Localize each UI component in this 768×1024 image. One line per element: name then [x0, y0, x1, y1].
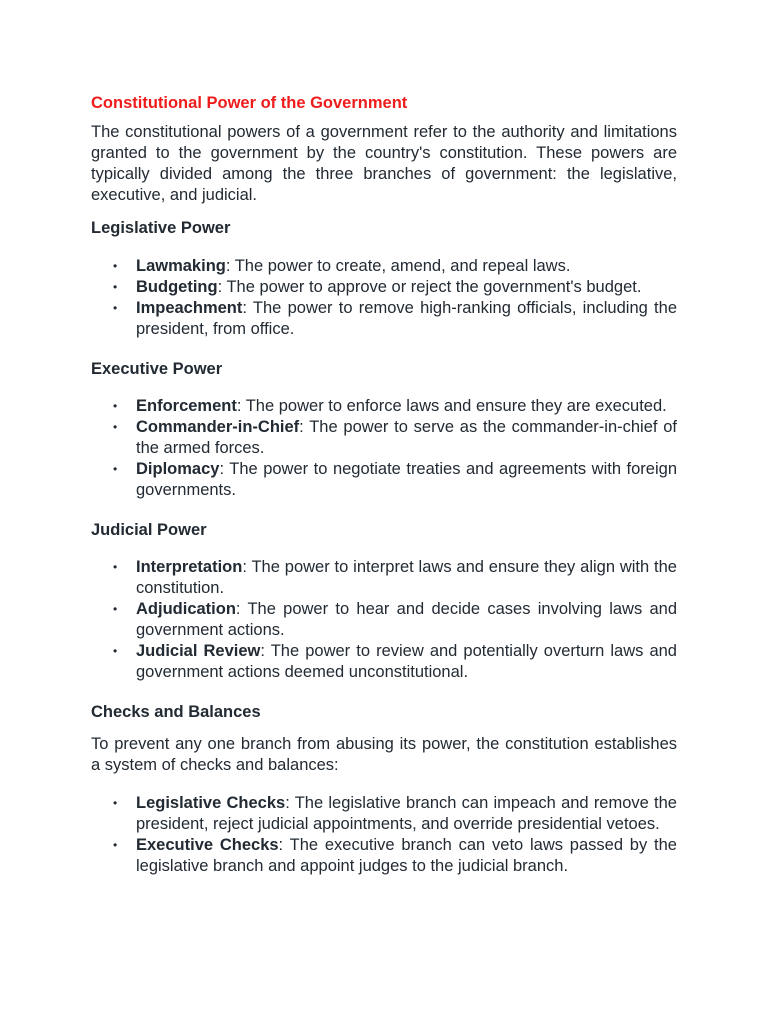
list-item-text: : The power to negotiate treaties and agreements with foreign governments. — [136, 460, 677, 499]
list-item — [91, 298, 677, 340]
judicial-heading: Judicial Power — [91, 521, 207, 539]
list-item-text: : The power to enforce laws and ensure they are executed. — [236, 397, 667, 415]
list-item-text: : The power to remove high-ranking officials, including the president, from office. — [136, 299, 677, 338]
list-item — [91, 793, 677, 835]
list-item — [91, 396, 677, 417]
list-item-text: : The executive branch can veto laws passed by the legislative branch and appoint judges to the judicial branch. — [136, 836, 677, 875]
list-item-term: Commander-in-Chief — [136, 418, 300, 436]
list-item-term: Executive Checks — [136, 836, 279, 854]
list-item — [91, 557, 677, 599]
list-item-term: Enforcement — [136, 397, 237, 415]
legislative-heading: Legislative Power — [91, 219, 231, 237]
checks-list — [91, 793, 677, 877]
checks-heading: Checks and Balances — [91, 703, 261, 721]
list-item-term: Impeachment — [136, 299, 243, 317]
document-page — [91, 92, 677, 877]
list-item-text: : The power to create, amend, and repeal laws. — [225, 257, 571, 275]
list-item-text: : The power to interpret laws and ensure they align with the constitution. — [136, 558, 677, 597]
list-item-term: Judicial Review — [136, 642, 261, 660]
checks-intro: To prevent any one branch from abusing its power, the constitution establishes a system of checks and balances: — [91, 735, 677, 774]
list-item — [91, 277, 677, 298]
list-item — [91, 835, 677, 877]
list-item-text: : The legislative branch can impeach and remove the president, reject judicial appointments, and override presidential vetoes. — [136, 794, 677, 833]
executive-heading: Executive Power — [91, 360, 223, 378]
legislative-section — [91, 217, 677, 340]
list-item — [91, 417, 677, 459]
list-item — [91, 599, 677, 641]
list-item — [91, 641, 677, 683]
list-item — [91, 459, 677, 501]
list-item-term: Adjudication — [136, 600, 236, 618]
list-item-term: Diplomacy — [136, 460, 220, 478]
checks-section — [91, 701, 677, 877]
executive-list — [91, 396, 677, 501]
legislative-list — [91, 256, 677, 340]
judicial-list — [91, 557, 677, 683]
list-item-term: Interpretation — [136, 558, 243, 576]
list-item-text: : The power to hear and decide cases involving laws and government actions. — [136, 600, 677, 639]
list-item-text: : The power to review and potentially overturn laws and government actions deemed unconstitutional. — [136, 642, 677, 681]
executive-section — [91, 358, 677, 501]
intro-paragraph: The constitutional powers of a government refer to the authority and limitations granted to the government by the country's constitution. These powers are typically divided among the three branches of government: the legislative, executive, and judicial. — [91, 123, 677, 204]
list-item-term: Budgeting — [136, 278, 218, 296]
list-item-text: : The power to approve or reject the government's budget. — [217, 278, 642, 296]
judicial-section — [91, 519, 677, 683]
list-item-term: Legislative Checks — [136, 794, 286, 812]
list-item — [91, 256, 677, 277]
list-item-text: : The power to serve as the commander-in-chief of the armed forces. — [136, 418, 677, 457]
list-item-term: Lawmaking — [136, 257, 226, 275]
document-title: Constitutional Power of the Government — [91, 94, 408, 112]
